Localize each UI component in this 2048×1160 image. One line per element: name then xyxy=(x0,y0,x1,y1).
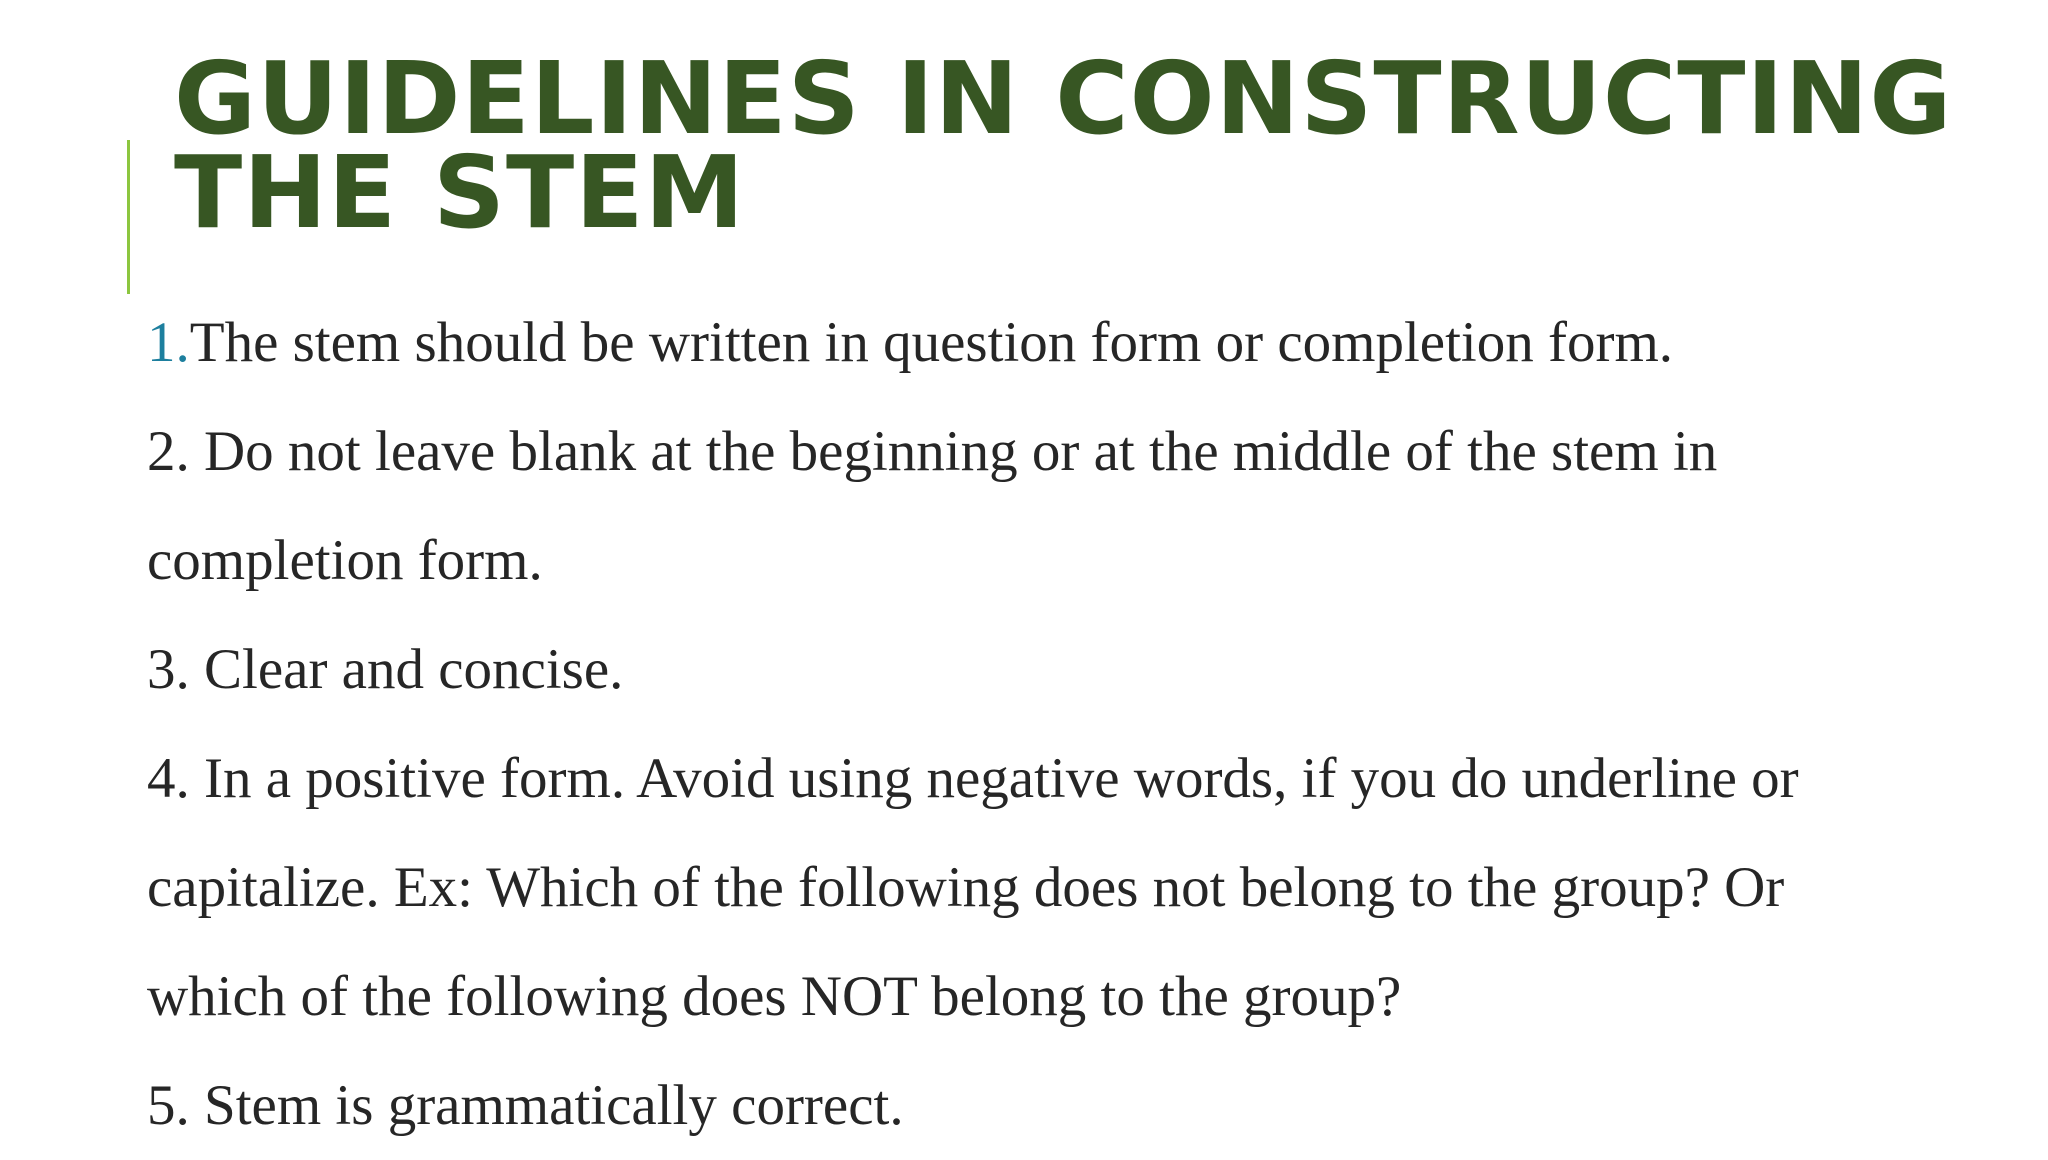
guideline-text-1: The stem should be written in question form or completion form. xyxy=(189,311,1674,374)
guideline-item-2-line-2: completion form. xyxy=(147,529,543,592)
guideline-item-4-line-1: 4. In a positive form. Avoid using negative words, if you do underline or xyxy=(147,747,1799,810)
guideline-item-4-line-3: which of the following does NOT belong to the group? xyxy=(147,965,1402,1028)
title-line-2: THE STEM xyxy=(174,134,746,251)
title-accent-bar xyxy=(127,140,130,294)
guideline-number-1: 1. xyxy=(147,311,190,374)
guideline-item-4-line-2: capitalize. Ex: Which of the following does not belong to the group? Or xyxy=(147,856,1785,919)
guideline-item-5: 5. Stem is grammatically correct. xyxy=(147,1074,904,1137)
guideline-item-3: 3. Clear and concise. xyxy=(147,638,624,701)
guideline-item-2-line-1: 2. Do not leave blank at the beginning or at the middle of the stem in xyxy=(147,420,1718,483)
title-line-1: GUIDELINES IN CONSTRUCTING xyxy=(174,40,1953,157)
guidelines-list xyxy=(147,288,1987,1160)
slide-title xyxy=(174,40,1953,251)
guideline-item-1 xyxy=(147,288,1987,397)
